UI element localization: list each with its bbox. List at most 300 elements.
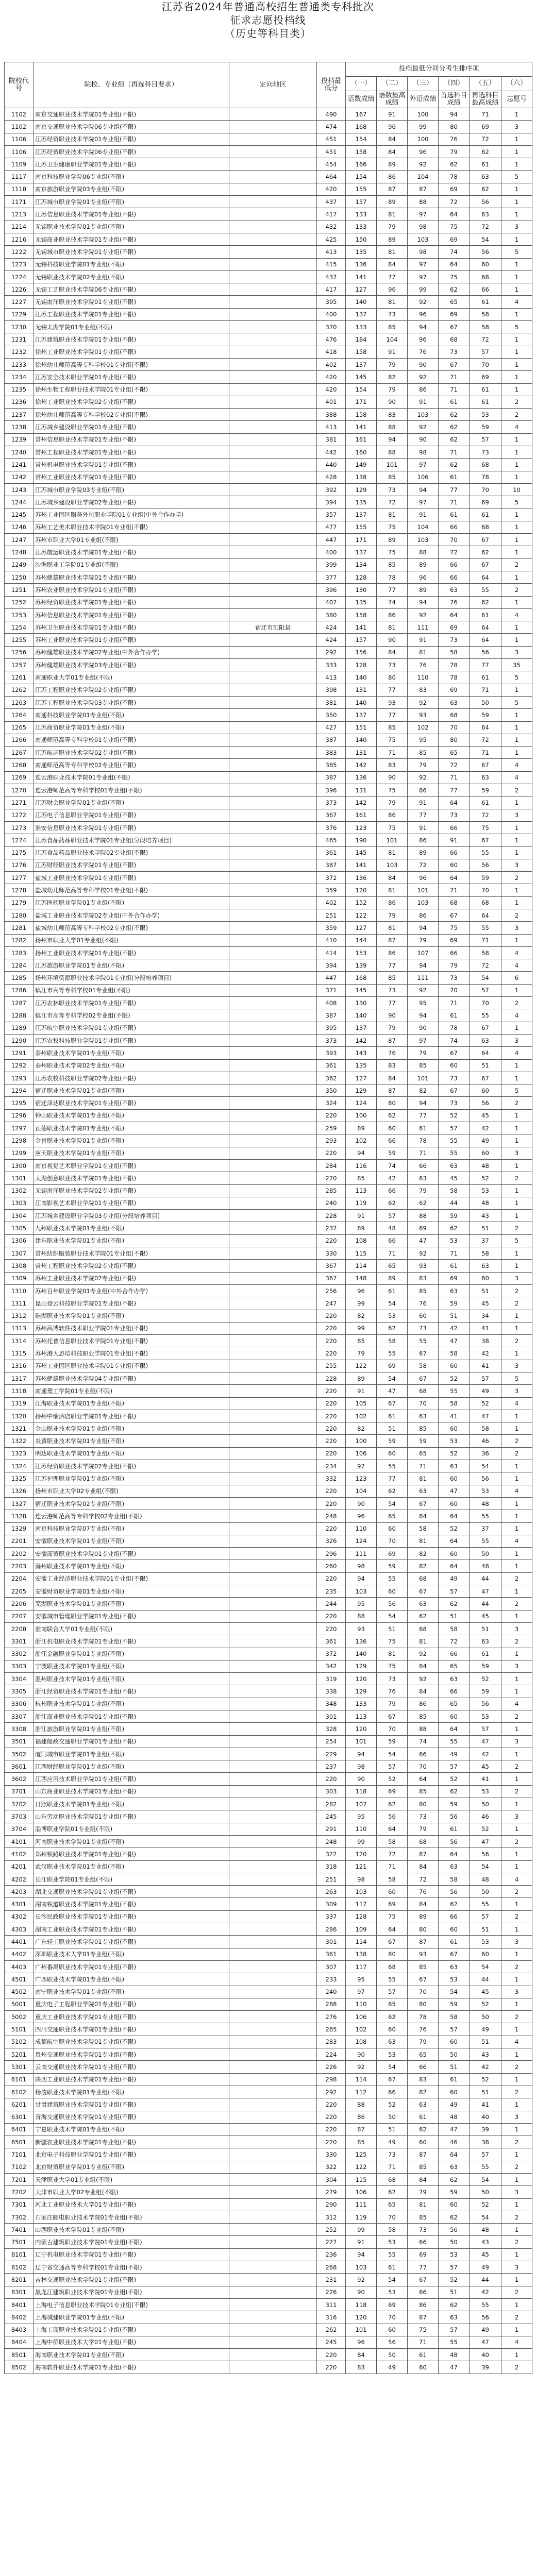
cell-s4: 75 — [439, 270, 470, 283]
cell-s4: 60 — [439, 1360, 470, 1372]
cell-region — [229, 671, 317, 684]
table-row — [5, 809, 532, 821]
cell-code: 8201 — [5, 2274, 34, 2286]
cell-s2: 87 — [377, 1084, 408, 1097]
cell-s2: 67 — [377, 1397, 408, 1410]
cell-s6: 3 — [501, 1986, 532, 1998]
cell-score: 385 — [317, 759, 346, 771]
cell-name: 金肯职业技术学院01专业组(不限) — [34, 1134, 229, 1147]
cell-s5: 51 — [470, 2086, 501, 2098]
cell-s5: 52 — [470, 1998, 501, 2010]
cell-s6: 1 — [501, 1823, 532, 1835]
cell-s2: 65 — [377, 1998, 408, 2010]
cell-s5: 54 — [470, 1860, 501, 1873]
cell-code: 1250 — [5, 571, 34, 583]
cell-s3: 96 — [408, 571, 439, 583]
document-title — [0, 0, 536, 40]
cell-s1: 106 — [346, 2186, 377, 2198]
cell-s5: 43 — [470, 2048, 501, 2061]
cell-s3: 63 — [408, 1598, 439, 1610]
cell-region — [229, 1560, 317, 1572]
cell-s5: 54 — [470, 2173, 501, 2185]
cell-s2: 85 — [377, 471, 408, 483]
cell-s2: 56 — [377, 2336, 408, 2348]
cell-s6: 1 — [501, 1022, 532, 1034]
cell-score: 318 — [317, 1860, 346, 1873]
cell-code: 1239 — [5, 433, 34, 446]
cell-s1: 124 — [346, 1535, 377, 1547]
cell-s4: 62 — [439, 1222, 470, 1234]
table-row — [5, 1522, 532, 1535]
cell-s1: 113 — [346, 1184, 377, 1197]
cell-s4: 46 — [439, 2136, 470, 2148]
cell-region — [229, 509, 317, 521]
cell-region — [229, 1773, 317, 1785]
cell-score: 377 — [317, 571, 346, 583]
cell-s5: 67 — [470, 534, 501, 546]
cell-s4: 71 — [439, 446, 470, 459]
cell-s6: 1 — [501, 1410, 532, 1422]
cell-s3: 95 — [408, 997, 439, 1009]
cell-s5: 60 — [470, 258, 501, 270]
table-row — [5, 1072, 532, 1084]
cell-s4: 49 — [439, 1572, 470, 1585]
cell-s2: 103 — [377, 859, 408, 871]
cell-code: 1308 — [5, 1260, 34, 1272]
cell-score: 342 — [317, 1660, 346, 1672]
cell-s1: 140 — [346, 1648, 377, 1660]
cell-s2: 89 — [377, 233, 408, 245]
table-row — [5, 1622, 532, 1635]
header-sub2-5: 再选科目最高成绩 — [470, 91, 501, 108]
cell-s1: 90 — [346, 2048, 377, 2061]
header-code: 院校代号 — [5, 62, 34, 108]
cell-s2: 59 — [377, 1435, 408, 1447]
cell-s2: 51 — [377, 2123, 408, 2136]
cell-s2: 88 — [377, 421, 408, 433]
cell-s3: 88 — [408, 196, 439, 208]
cell-s4: 53 — [439, 1234, 470, 1247]
table-row — [5, 872, 532, 884]
cell-s4: 47 — [439, 1335, 470, 1347]
cell-s2: 90 — [377, 771, 408, 784]
cell-code: 1302 — [5, 1184, 34, 1197]
cell-s3: 92 — [408, 296, 439, 308]
cell-code: 1286 — [5, 984, 34, 996]
table-row — [5, 846, 532, 859]
cell-s6: 4 — [501, 2336, 532, 2348]
cell-score: 413 — [317, 246, 346, 258]
cell-s2: 69 — [377, 1360, 408, 1372]
cell-s1: 141 — [346, 270, 377, 283]
cell-s1: 138 — [346, 471, 377, 483]
cell-s1: 98 — [346, 1873, 377, 1885]
cell-s6: 1 — [501, 346, 532, 358]
cell-s6: 1 — [501, 2248, 532, 2261]
cell-code: 1322 — [5, 1435, 34, 1447]
cell-s1: 110 — [346, 1823, 377, 1835]
cell-s6: 1 — [501, 1109, 532, 1122]
cell-s3: 98 — [408, 221, 439, 233]
cell-score: 311 — [317, 2298, 346, 2311]
cell-region — [229, 608, 317, 621]
table-row — [5, 2123, 532, 2136]
cell-name: 湖南铁道职业技术学院01专业组(不限) — [34, 1898, 229, 1910]
cell-s4: 58 — [439, 1184, 470, 1197]
table-row — [5, 2274, 532, 2286]
cell-s2: 61 — [377, 1410, 408, 1422]
cell-s6: 2 — [501, 1910, 532, 1923]
cell-s3: 66 — [408, 1748, 439, 1760]
cell-s4: 59 — [439, 1210, 470, 1222]
cell-s2: 84 — [377, 133, 408, 145]
cell-s1: 94 — [346, 1748, 377, 1760]
cell-s3: 65 — [408, 2048, 439, 2061]
cell-score: 220 — [317, 1622, 346, 1635]
cell-region — [229, 1397, 317, 1410]
cell-score: 383 — [317, 747, 346, 759]
cell-name: 常州机电职业技术学院01专业组(不限) — [34, 459, 229, 471]
cell-s1: 95 — [346, 1598, 377, 1610]
cell-name: 重庆工业职业技术学院01专业组(不限) — [34, 2011, 229, 2023]
cell-s3: 93 — [408, 1948, 439, 1960]
cell-s3: 55 — [408, 1335, 439, 1347]
cell-s6: 1 — [501, 596, 532, 608]
cell-region — [229, 796, 317, 809]
cell-s2: 79 — [377, 796, 408, 809]
cell-s4: 72 — [439, 1635, 470, 1648]
cell-score: 251 — [317, 909, 346, 922]
cell-s4: 60 — [439, 859, 470, 871]
cell-s3: 85 — [408, 1960, 439, 1973]
cell-s2: 66 — [377, 1184, 408, 1197]
cell-score: 393 — [317, 1047, 346, 1059]
cell-region — [229, 1497, 317, 1510]
cell-s1: 142 — [346, 796, 377, 809]
cell-s2: 56 — [377, 1810, 408, 1823]
cell-s3: 97 — [408, 496, 439, 509]
cell-s4: 52 — [439, 1522, 470, 1535]
cell-code: 1318 — [5, 1385, 34, 1397]
cell-s4: 76 — [439, 133, 470, 145]
cell-s4: 57 — [439, 2023, 470, 2036]
cell-s1: 101 — [346, 2324, 377, 2336]
cell-s1: 144 — [346, 934, 377, 946]
cell-s5: 50 — [470, 1548, 501, 1560]
cell-region — [229, 321, 317, 333]
cell-s3: 85 — [408, 2161, 439, 2173]
cell-s4: 51 — [439, 1310, 470, 1322]
cell-s5: 54 — [470, 233, 501, 245]
cell-s4: 56 — [439, 1835, 470, 1848]
table-row — [5, 671, 532, 684]
cell-score: 220 — [317, 2136, 346, 2148]
cell-s4: 68 — [439, 896, 470, 909]
cell-s1: 123 — [346, 1472, 377, 1485]
cell-code: 1236 — [5, 396, 34, 408]
table-row — [5, 1147, 532, 1159]
cell-name: 武汉职业技术学院01专业组(不限) — [34, 1860, 229, 1873]
cell-s1: 168 — [346, 972, 377, 984]
cell-score: 420 — [317, 383, 346, 396]
cell-name: 江苏工程职业技术学院01专业组(不限) — [34, 308, 229, 320]
cell-s6: 2 — [501, 909, 532, 922]
cell-region — [229, 2261, 317, 2274]
cell-s2: 77 — [377, 959, 408, 972]
cell-code: 2206 — [5, 1598, 34, 1610]
cell-region — [229, 1648, 317, 1660]
cell-score: 220 — [317, 1234, 346, 1247]
cell-score: 388 — [317, 409, 346, 421]
cell-s6: 2 — [501, 2361, 532, 2374]
cell-s3: 80 — [408, 1923, 439, 1936]
cell-s4: 59 — [439, 1798, 470, 1810]
table-row — [5, 2136, 532, 2148]
cell-name: 扬州中瑞酒店职业学院01专业组(不限) — [34, 1410, 229, 1422]
cell-s3: 68 — [408, 1622, 439, 1635]
cell-s1: 135 — [346, 1059, 377, 1072]
cell-s2: 81 — [377, 884, 408, 896]
cell-s2: 64 — [377, 1823, 408, 1835]
cell-s1: 157 — [346, 196, 377, 208]
cell-s2: 64 — [377, 1923, 408, 1936]
cell-code: 3307 — [5, 1710, 34, 1723]
cell-score: 256 — [317, 1284, 346, 1297]
cell-name: 苏州百年职业学院01专业组(中外合作办学) — [34, 1284, 229, 1297]
cell-s2: 65 — [377, 1260, 408, 1272]
cell-s3: 82 — [408, 1548, 439, 1560]
cell-score: 226 — [317, 2286, 346, 2298]
cell-s4: 53 — [439, 1435, 470, 1447]
cell-s5: 58 — [470, 1422, 501, 1435]
cell-score: 447 — [317, 972, 346, 984]
cell-s5: 49 — [470, 1385, 501, 1397]
cell-s6: 1 — [501, 196, 532, 208]
cell-s5: 58 — [470, 946, 501, 959]
cell-s6: 3 — [501, 1660, 532, 1672]
table-row — [5, 1397, 532, 1410]
cell-name: 正德职业技术学院01专业组(不限) — [34, 1122, 229, 1134]
cell-s4: 70 — [439, 534, 470, 546]
cell-score: 361 — [317, 1948, 346, 1960]
cell-s1: 120 — [346, 1673, 377, 1685]
cell-region — [229, 1673, 317, 1685]
cell-s3: 96 — [408, 333, 439, 346]
cell-score: 442 — [317, 446, 346, 459]
cell-s3: 94 — [408, 1097, 439, 1109]
cell-score: 451 — [317, 133, 346, 145]
cell-score: 447 — [317, 534, 346, 546]
table-row — [5, 1310, 532, 1322]
cell-s5: 59 — [470, 709, 501, 721]
cell-s5: 62 — [470, 596, 501, 608]
cell-score: 490 — [317, 108, 346, 121]
cell-s5: 72 — [470, 809, 501, 821]
cell-code: 1299 — [5, 1147, 34, 1159]
cell-s5: 36 — [470, 1447, 501, 1460]
cell-code: 8403 — [5, 2324, 34, 2336]
cell-s4: 63 — [439, 1673, 470, 1685]
cell-code: 1287 — [5, 997, 34, 1009]
table-row — [5, 2311, 532, 2324]
cell-s5: 69 — [470, 121, 501, 133]
cell-s6: 3 — [501, 1272, 532, 1284]
cell-s6: 4 — [501, 1535, 532, 1547]
cell-region — [229, 433, 317, 446]
cell-region — [229, 1172, 317, 1184]
cell-s2: 54 — [377, 1297, 408, 1310]
cell-s2: 52 — [377, 1773, 408, 1785]
cell-s2: 72 — [377, 1848, 408, 1860]
cell-region — [229, 1234, 317, 1247]
table-row — [5, 196, 532, 208]
cell-s4: 52 — [439, 1773, 470, 1785]
cell-s3: 92 — [408, 158, 439, 171]
cell-s1: 91 — [346, 1210, 377, 1222]
cell-region — [229, 2048, 317, 2061]
cell-s1: 142 — [346, 1034, 377, 1046]
cell-s3: 66 — [408, 2236, 439, 2248]
table-row — [5, 2098, 532, 2111]
cell-s1: 140 — [346, 1009, 377, 1022]
cell-s4: 51 — [439, 1610, 470, 1622]
cell-s2: 55 — [377, 1347, 408, 1360]
cell-s2: 51 — [377, 1422, 408, 1435]
cell-code: 1316 — [5, 1360, 34, 1372]
cell-s5: 45 — [470, 2248, 501, 2261]
table-row — [5, 283, 532, 296]
cell-s1: 96 — [346, 1510, 377, 1522]
cell-s1: 150 — [346, 233, 377, 245]
cell-name: 连云港师范高等专科学校01专业组(不限) — [34, 784, 229, 796]
cell-code: 6102 — [5, 2086, 34, 2098]
cell-s2: 81 — [377, 509, 408, 521]
cell-region — [229, 1072, 317, 1084]
cell-name: 宿迁职业技术学院01专业组(不限) — [34, 1084, 229, 1097]
cell-s4: 78 — [439, 671, 470, 684]
cell-s4: 60 — [439, 1059, 470, 1072]
cell-s6: 1 — [501, 133, 532, 145]
cell-region — [229, 2349, 317, 2361]
cell-s3: 85 — [408, 1059, 439, 1072]
cell-s2: 87 — [377, 183, 408, 195]
cell-code: 2208 — [5, 1622, 34, 1635]
cell-s5: 52 — [470, 1673, 501, 1685]
table-row — [5, 2198, 532, 2211]
cell-s4: 78 — [439, 171, 470, 183]
table-row — [5, 509, 532, 521]
cell-code: 1244 — [5, 496, 34, 509]
cell-s1: 157 — [346, 634, 377, 646]
cell-s2: 88 — [377, 446, 408, 459]
cell-score: 220 — [317, 2111, 346, 2123]
cell-region — [229, 2061, 317, 2073]
cell-s1: 148 — [346, 1272, 377, 1284]
cell-region — [229, 1059, 317, 1072]
cell-score: 220 — [317, 1347, 346, 1360]
cell-s4: 66 — [439, 846, 470, 859]
cell-s1: 154 — [346, 171, 377, 183]
cell-s1: 128 — [346, 1910, 377, 1923]
cell-s4: 80 — [439, 734, 470, 746]
cell-s3: 71 — [408, 1460, 439, 1472]
cell-s3: 74 — [408, 1735, 439, 1748]
cell-name: 芜湖职业技术学院01专业组(不限) — [34, 1598, 229, 1610]
table-row — [5, 2061, 532, 2073]
cell-s2: 59 — [377, 1560, 408, 1572]
cell-s1: 117 — [346, 1960, 377, 1973]
cell-score: 248 — [317, 1835, 346, 1848]
cell-score: 285 — [317, 1184, 346, 1197]
cell-score: 371 — [317, 984, 346, 996]
cell-s5: 52 — [470, 2073, 501, 2086]
cell-region — [229, 784, 317, 796]
cell-s4: 62 — [439, 2298, 470, 2311]
cell-s5: 57 — [470, 1910, 501, 1923]
cell-s5: 44 — [470, 1598, 501, 1610]
cell-name: 天津职业大学01专业组(不限) — [34, 2173, 229, 2185]
cell-name: 无锡南洋职业技术学院02专业组(不限) — [34, 1184, 229, 1197]
cell-name: 江苏财会职业学院01专业组(不限) — [34, 796, 229, 809]
cell-s2: 67 — [377, 2073, 408, 2086]
cell-score: 415 — [317, 258, 346, 270]
cell-code: 1313 — [5, 1322, 34, 1334]
cell-s3: 79 — [408, 1047, 439, 1059]
cell-s2: 73 — [377, 2148, 408, 2161]
cell-score: 424 — [317, 621, 346, 634]
cell-s4: 66 — [439, 1685, 470, 1698]
cell-s6: 3 — [501, 646, 532, 658]
cell-code: 1231 — [5, 333, 34, 346]
cell-score: 262 — [317, 2324, 346, 2336]
cell-s4: 64 — [439, 1535, 470, 1547]
cell-s1: 127 — [346, 922, 377, 934]
cell-name: 镇江市高等专科学校01专业组(不限) — [34, 984, 229, 996]
cell-score: 220 — [317, 1497, 346, 1510]
cell-s2: 83 — [377, 759, 408, 771]
cell-s2: 90 — [377, 396, 408, 408]
cell-s4: 70 — [439, 984, 470, 996]
cell-score: 235 — [317, 1585, 346, 1598]
table-row — [5, 459, 532, 471]
cell-name: 九州职业技术学院01专业组(不限) — [34, 1222, 229, 1234]
cell-region — [229, 1548, 317, 1560]
cell-name: 重庆电子工程职业学院01专业组(不限) — [34, 1998, 229, 2010]
cell-code: 1281 — [5, 922, 34, 934]
cell-s6: 5 — [501, 171, 532, 183]
cell-name: 南京旅游职业学院03专业组(不限) — [34, 183, 229, 195]
cell-s5: 52 — [470, 1823, 501, 1835]
table-row — [5, 534, 532, 546]
cell-s6: 10 — [501, 483, 532, 496]
table-row — [5, 2286, 532, 2298]
cell-s5: 51 — [470, 1059, 501, 1072]
cell-s5: 56 — [470, 1848, 501, 1860]
cell-code: 3602 — [5, 1773, 34, 1785]
cell-code: 3501 — [5, 1735, 34, 1748]
cell-region — [229, 346, 317, 358]
cell-code: 1317 — [5, 1372, 34, 1384]
cell-s6: 4 — [501, 1698, 532, 1710]
table-row — [5, 2023, 532, 2036]
cell-s2: 74 — [377, 1159, 408, 1172]
table-row — [5, 659, 532, 671]
cell-s1: 84 — [346, 2349, 377, 2361]
cell-s4: 57 — [439, 2324, 470, 2336]
cell-s5: 61 — [470, 509, 501, 521]
table-row — [5, 396, 532, 408]
cell-s1: 90 — [346, 1497, 377, 1510]
